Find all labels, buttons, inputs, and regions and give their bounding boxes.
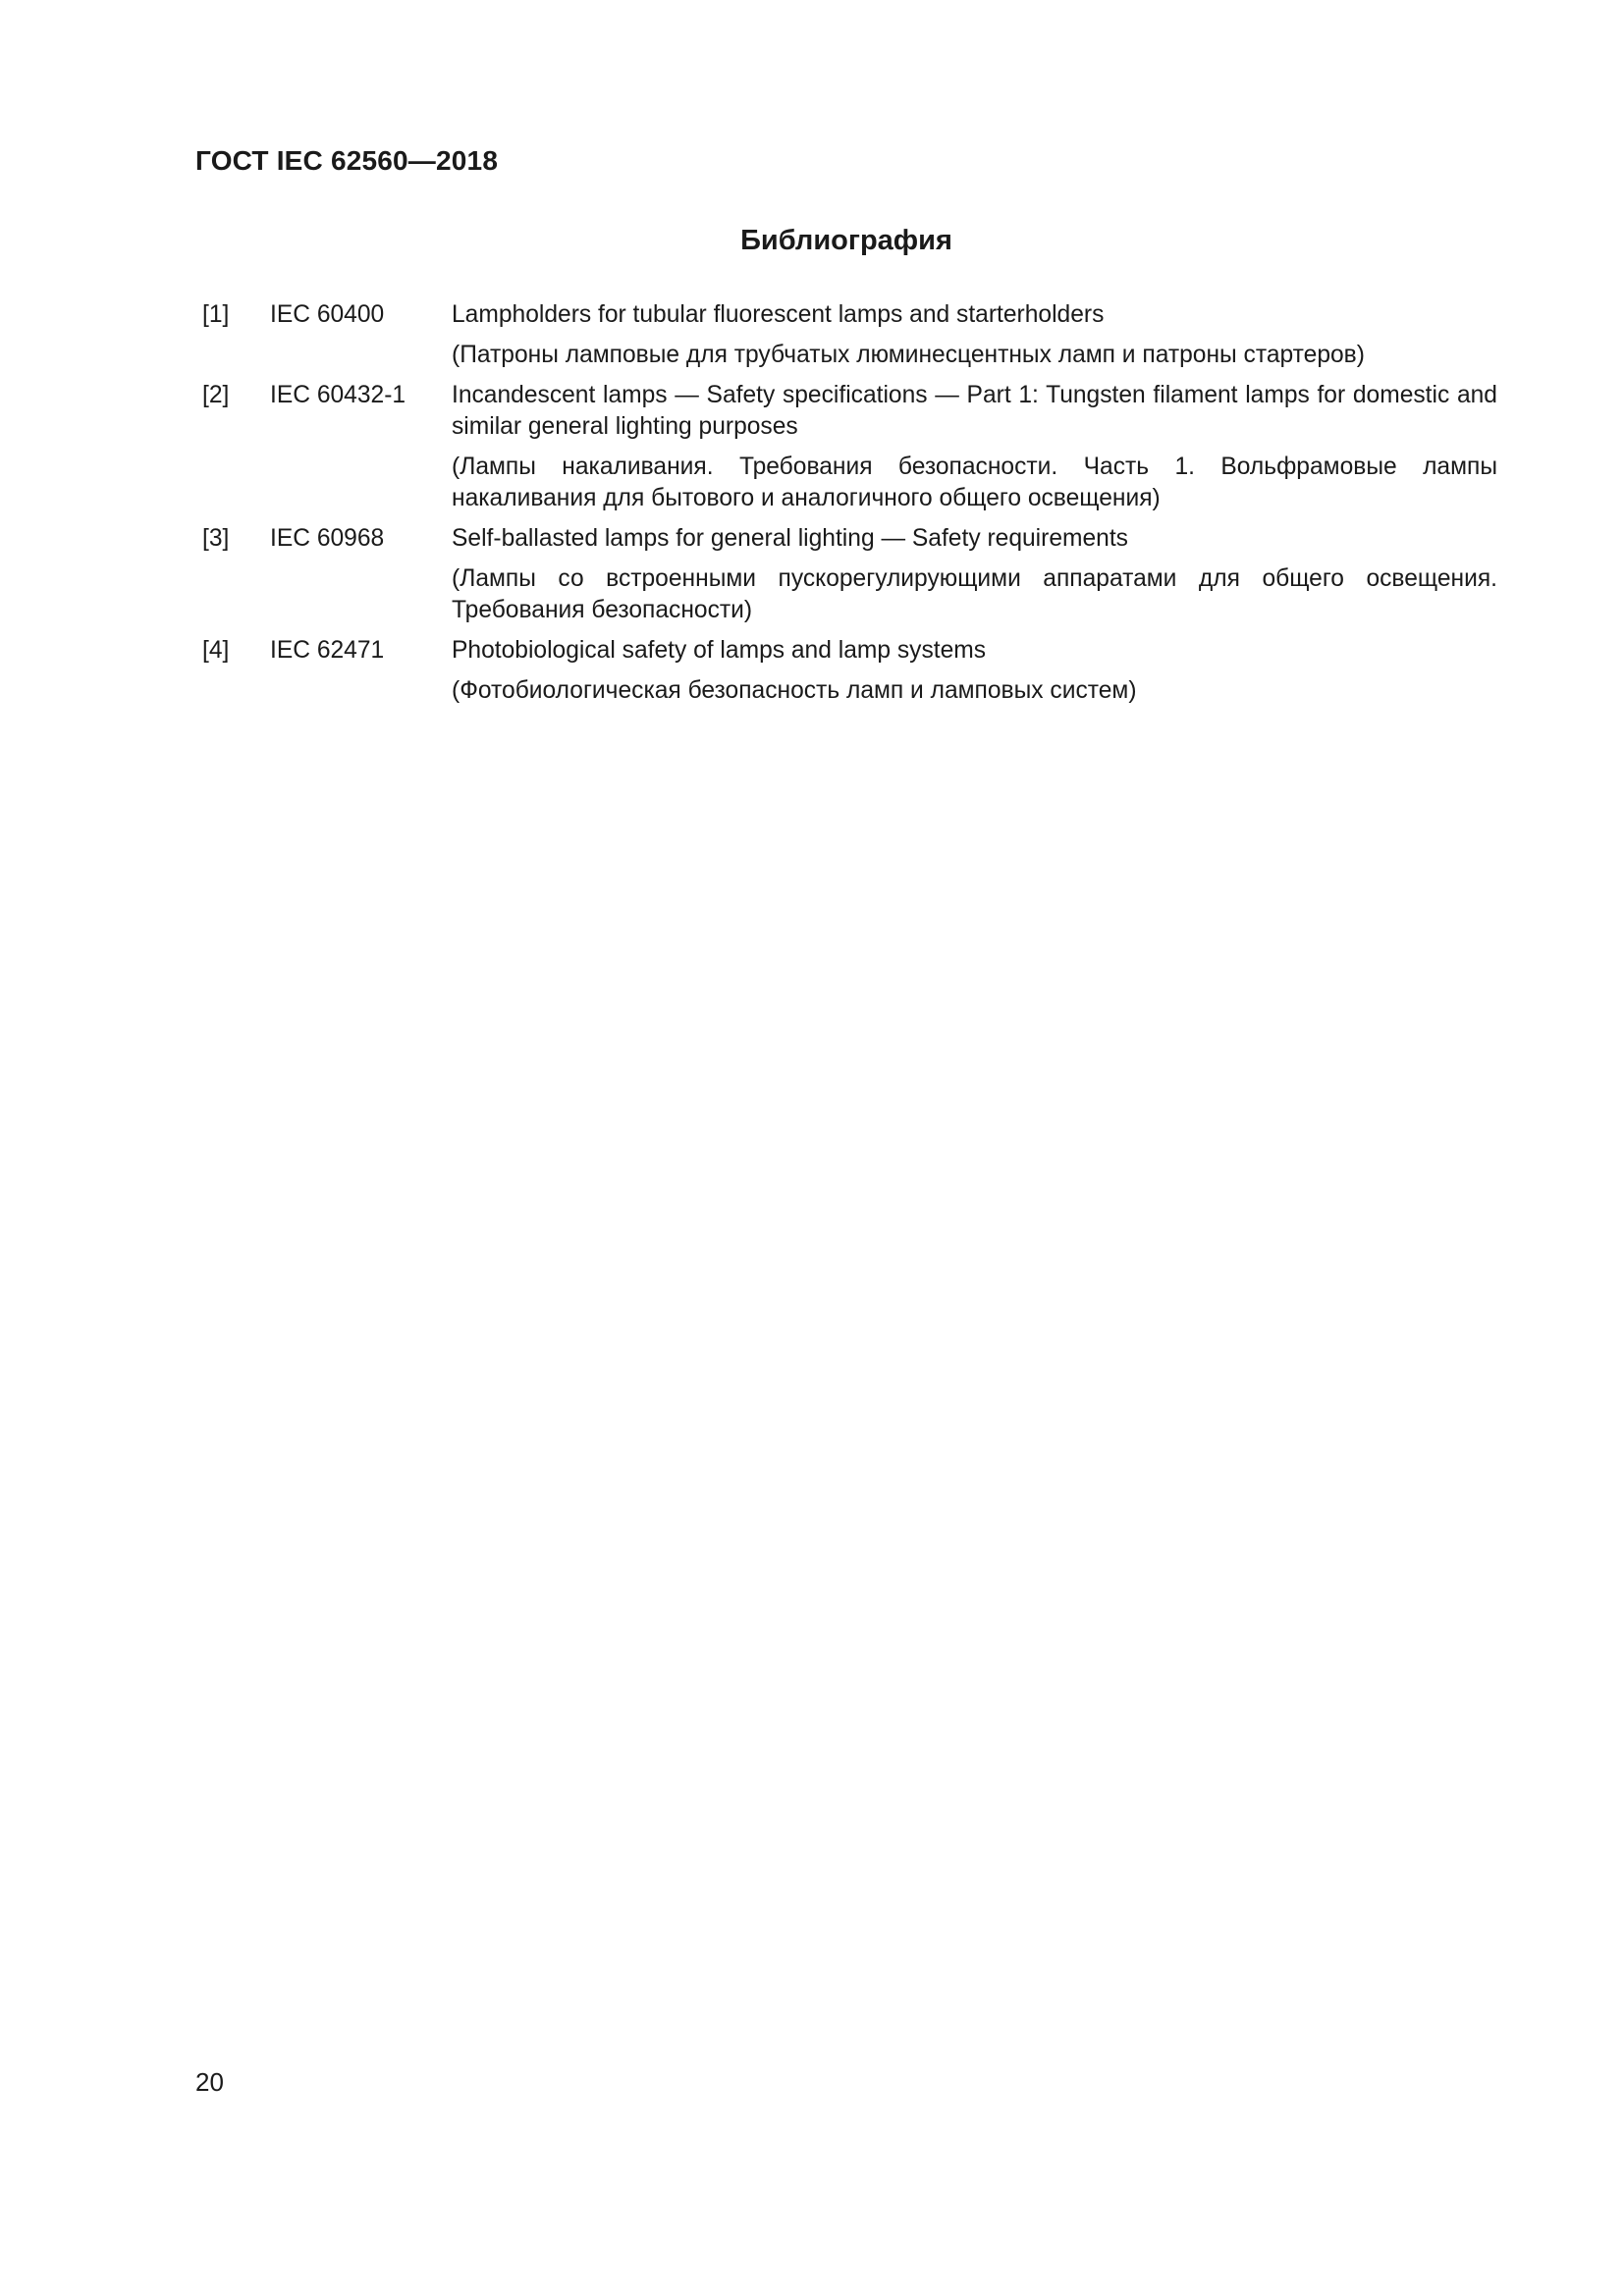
entry-texts	[452, 299, 1497, 380]
entry-number: [3]	[202, 525, 230, 552]
entry-standard-code: IEC 62471	[270, 637, 385, 664]
entry-title-en: Lampholders for tubular fluorescent lamps and starterholders	[452, 301, 1105, 328]
entry-title-ru: (Фотобиологическая безопасность ламп и ламповых систем)	[452, 677, 1137, 704]
entry-texts	[452, 635, 1497, 716]
entry-number: [2]	[202, 382, 230, 408]
entry-number: [1]	[202, 301, 230, 328]
entry-standard-code: IEC 60400	[270, 301, 385, 328]
entry-title-en: Incandescent lamps — Safety specifications — Part 1: Tungsten filament lamps for domestic and similar general lighting purposes	[452, 382, 1497, 440]
bibliography-entry	[202, 380, 1497, 523]
entry-title-ru: (Патроны ламповые для трубчатых люминесцентных ламп и патроны стартеров)	[452, 342, 1365, 368]
entry-texts	[452, 523, 1497, 635]
entry-standard-code: IEC 60968	[270, 525, 385, 552]
bibliography-entry	[202, 635, 1497, 716]
entry-title-ru: (Лампы накаливания. Требования безопасности. Часть 1. Вольфрамовые лампы накаливания для бытового и аналогичного общего освещения)	[452, 454, 1497, 511]
entry-number: [4]	[202, 637, 230, 664]
bibliography-entry	[202, 523, 1497, 635]
entry-texts	[452, 380, 1497, 523]
bibliography-list	[202, 299, 1497, 716]
entry-title-en: Photobiological safety of lamps and lamp systems	[452, 637, 987, 664]
entry-title-ru: (Лампы со встроенными пускорегулирующими аппаратами для общего освещения. Требования безопасности)	[452, 565, 1497, 623]
bibliography-entry	[202, 299, 1497, 380]
page-title: Библиография	[740, 225, 952, 256]
entry-title-en: Self-ballasted lamps for general lighting — Safety requirements	[452, 525, 1128, 552]
entry-standard-code: IEC 60432-1	[270, 382, 406, 408]
document-header: ГОСТ IEC 62560—2018	[195, 145, 499, 176]
page-number: 20	[195, 2067, 224, 2097]
